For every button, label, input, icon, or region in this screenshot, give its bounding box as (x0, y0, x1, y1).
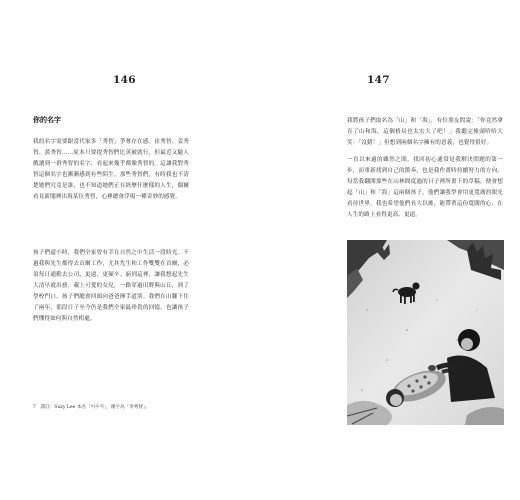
page-number-right: 147 (367, 74, 390, 86)
right-paragraph-2: 一直以來過的雖然之間，找回初心通常是我解決問題的第一步，而重新找到自己的節奏，也是我作畫時持續努力的方向。每當我翻開那些在山林間度過的日子裡所畫下的草稿，便會想起「山」和「海」這兩個孩子，他們讓我學會用更寬廣的眼光看待世界，我也希望他們長大以後，能帶著這份寬闊的心，在人生的路上看得更高、更遠。 (347, 157, 503, 218)
left-paragraph-2: 孩子們還小時，我們全家曾有幸在自然之中生活一段時光。不過我與先生都得去首爾工作，尤其先生和工作雙雙在首爾，必須每日通勤去公司，更遠、更顛辛。窮到這裡，讓我想起先生大清早就出發、載上可愛的女兒，一路穿過田野與山丘，到了學校門口，孩子們總會回頭向爸爸揮手道別。我們在山腳下住了兩年，那段日子至今仍是我們全家最珍貴的回憶，也讓孩子們懂得如何與自然相處。 (33, 250, 189, 322)
section-heading: 你的名字 (33, 115, 61, 124)
snow-photo-illustration (347, 240, 504, 425)
footnote: 7 譯註：Suzy Lee 本名「이수지」，漢字為「李秀智」。 (33, 405, 150, 410)
page-number-left: 146 (113, 74, 136, 86)
left-paragraph-1: 我的名字需要跟當代家多「秀智」爭奪存在感。崔秀智、姜秀智、黃秀智……原本只要提秀智們比英被就行，但最近又隨人戲讀到一群秀智的名字，看起來幾乎都像秀智的。這讓我對秀智這個名字也漸漸感到有些陌生。那些秀智們，有時我也不清楚她們究竟是誰，也不知道她們正在經歷什麼樣的人生，偶爾看見新聞裡出現某位秀智，心裡總會浮現一種奇妙的感覺。 (33, 139, 189, 200)
snow-photo (347, 240, 504, 425)
right-paragraph-1: 我將孩子們取名為「山」和「海」，有位朋友問說：「你竟然拿育了山和海，這個格局也太宏大了吧！」我聽完後頭哈哈大笑：「沒錯！」但想到兩個名字擁有的意義，也覺得很好。 (347, 118, 503, 146)
